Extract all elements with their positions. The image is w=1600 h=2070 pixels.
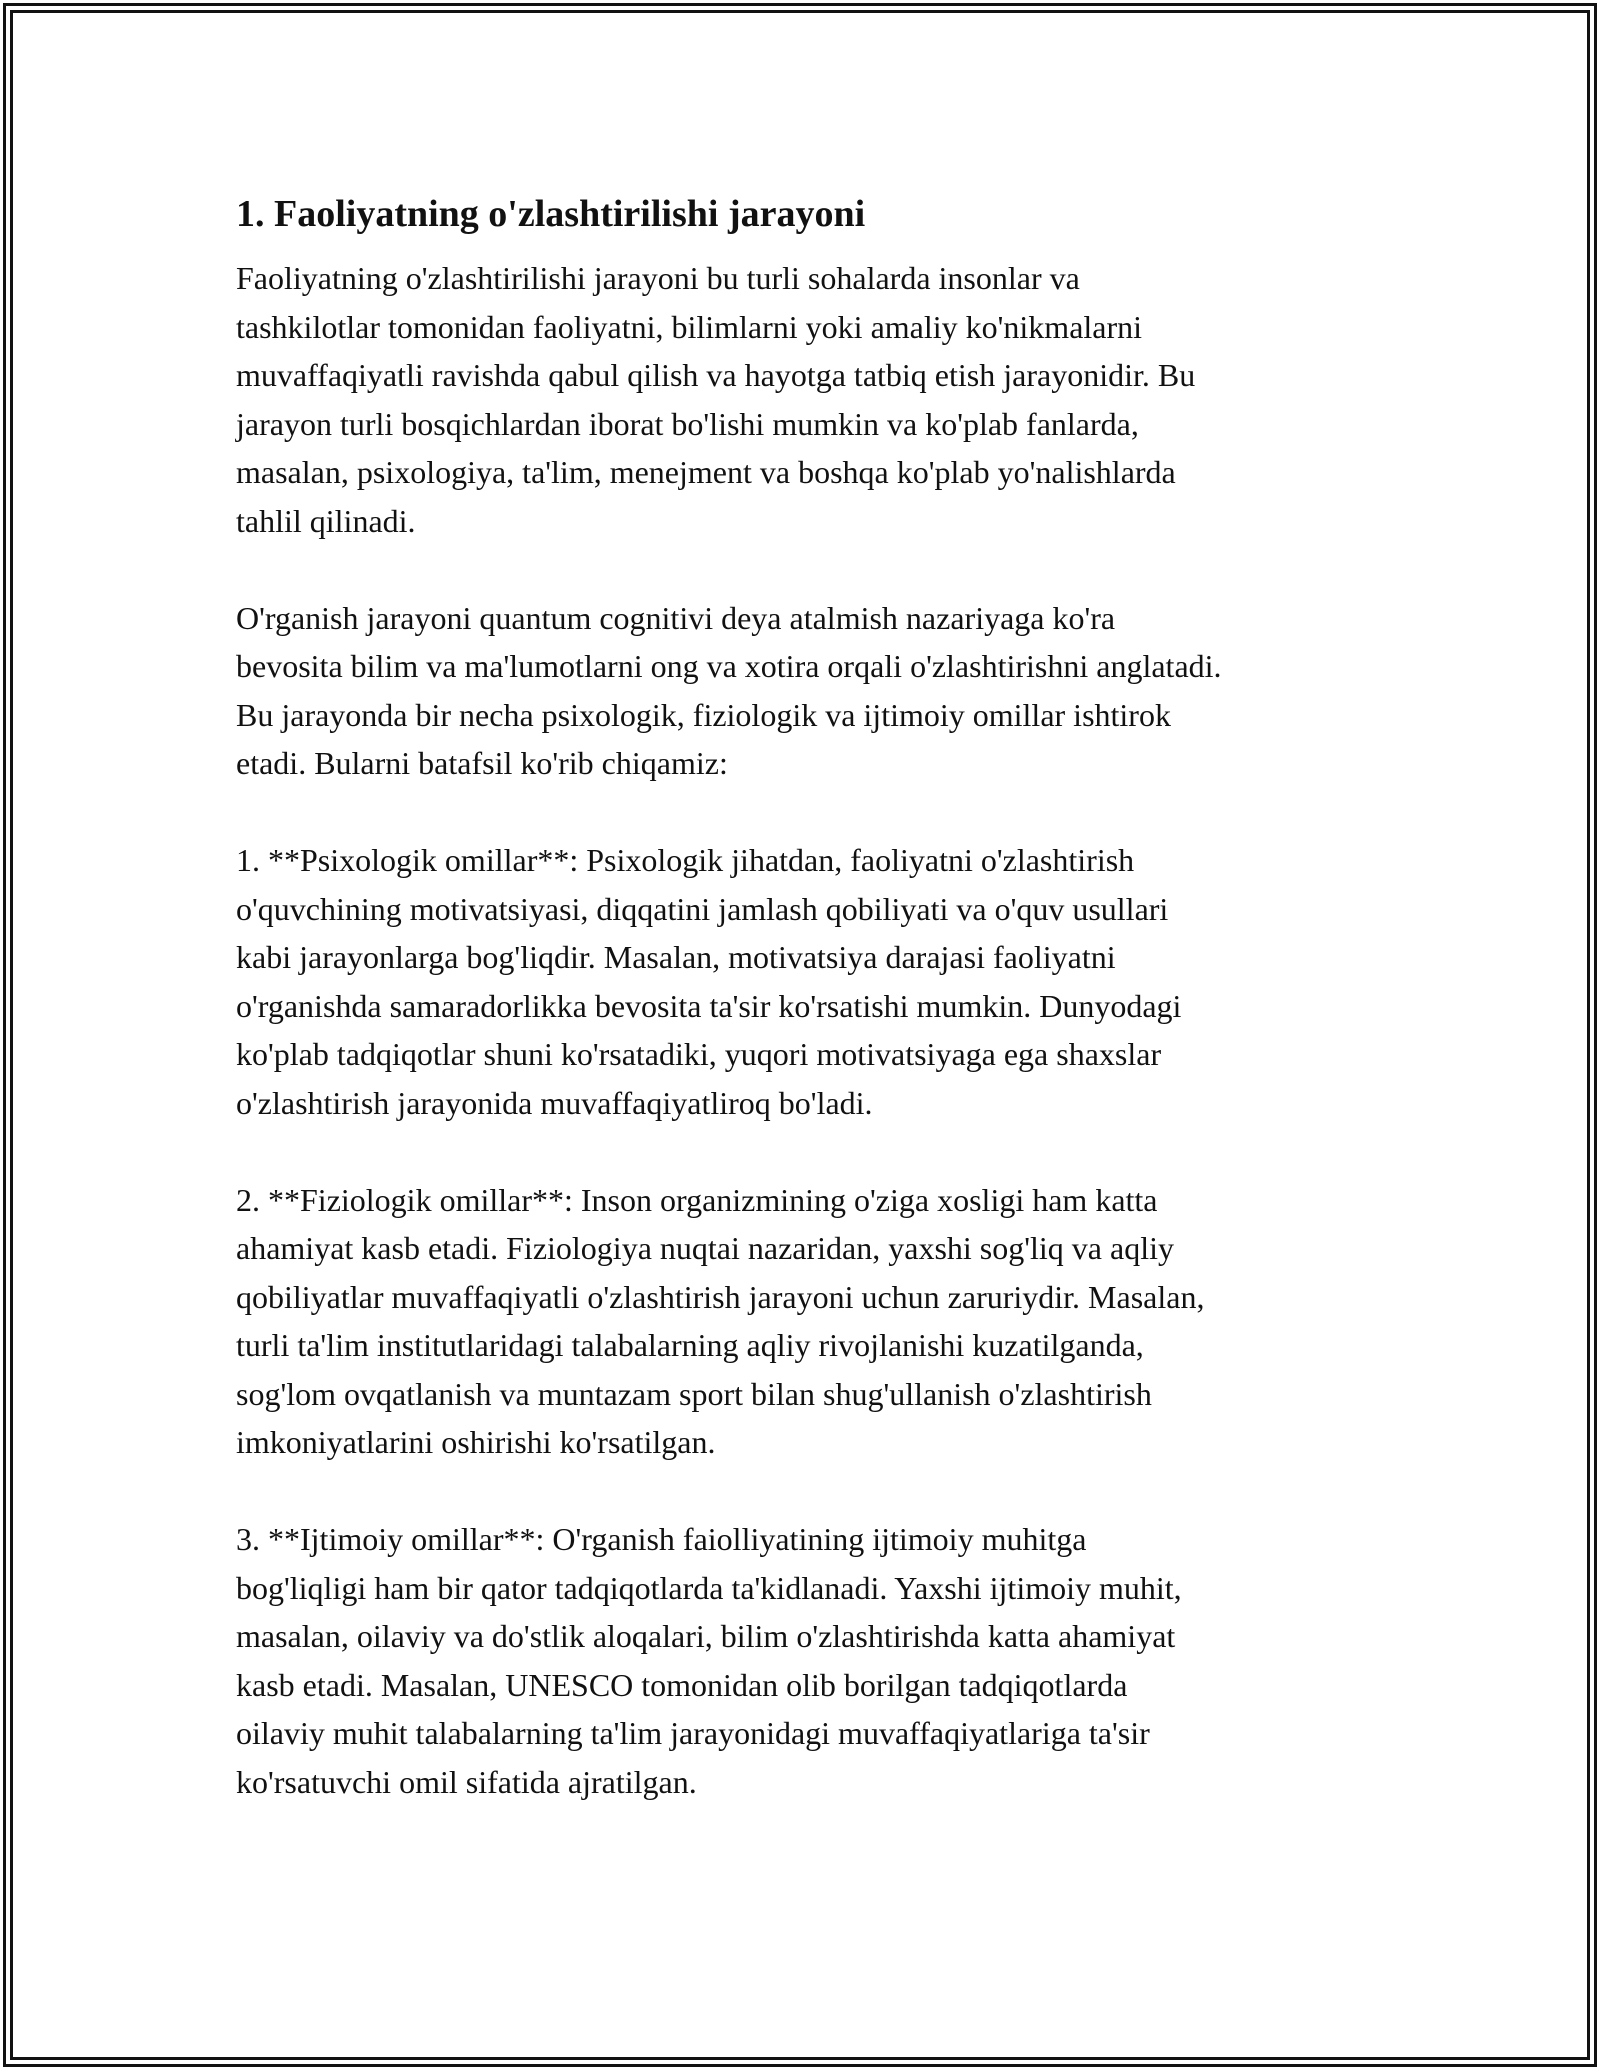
paragraph-learning-process: O'rganish jarayoni quantum cognitivi deya atalmish nazariyaga ko'ra bevosita bilim va ma'lumotlarni ong va xotira orqali o'zlashtirishni anglatadi. Bu jarayonda bir necha psixologik, fiziologik va ijtimoiy omillar ishtirok etadi. Bularni batafsil ko'rib chiqamiz: bbox=[236, 599, 1222, 781]
document-title: 1. Faoliyatning o'zlashtirilishi jarayoni bbox=[236, 193, 866, 235]
paragraph-social-factors: 3. **Ijtimoiy omillar**: O'rganish faiolliyatining ijtimoiy muhitga bog'liqligi ham bir qator tadqiqotlarda ta'kidlanadi. Yaxshi ijtimoiy muhit, masalan, oilaviy va do'stlik aloqalari, bilim o'zlashtirishda katta ahamiyat kasb etadi. Masalan, UNESCO tomonidan olib borilgan tadqiqotlarda oilaviy muhit talabalarning ta'lim jarayonidagi muvaffaqiyatlariga ta'sir ko'rsatuvchi omil sifatida ajratilgan. bbox=[236, 1521, 1182, 1800]
paragraph-psychological-factors: 1. **Psixologik omillar**: Psixologik jihatdan, faoliyatni o'zlashtirish o'quvchining motivatsiyasi, diqqatini jamlash qobiliyati va o'quv usullari kabi jarayonlarga bog'liqdir. Masalan, motivatsiya darajasi faoliyatni o'rganishda samaradorlikka bevosita ta'sir ko'rsatishi mumkin. Dunyodagi ko'plab tadqiqotlar shuni ko'rsatadiki, yuqori motivatsiyaga ega shaxslar o'zlashtirish jarayonida muvaffaqiyatliroq bo'ladi. bbox=[236, 842, 1182, 1121]
paragraph-physiological-factors: 2. **Fiziologik omillar**: Inson organizmining o'ziga xosligi ham katta ahamiyat kasb etadi. Fiziologiya nuqtai nazaridan, yaxshi sog'liq va aqliy qobiliyatlar muvaffaqiyatli o'zlashtirish jarayoni uchun zaruriydir. Masalan, turli ta'lim institutlaridagi talabalarning aqliy rivojlanishi kuzatilganda, sog'lom ovqatlanish va muntazam sport bilan shug'ullanish o'zlashtirish imkoniyatlarini oshirishi ko'rsatilgan. bbox=[236, 1181, 1205, 1460]
paragraph-intro: Faoliyatning o'zlashtirilishi jarayoni bu turli sohalarda insonlar va tashkilotlar tomonidan faoliyatni, bilimlarni yoki amaliy ko'nikmalarni muvaffaqiyatli ravishda qabul qilish va hayotga tatbiq etish jarayonidir. Bu jarayon turli bosqichlardan iborat bo'lishi mumkin va ko'plab fanlarda, masalan, psixologiya, ta'lim, menejment va boshqa ko'plab yo'nalishlarda tahlil qilinadi. bbox=[236, 260, 1196, 539]
document-body bbox=[236, 186, 1386, 1806]
